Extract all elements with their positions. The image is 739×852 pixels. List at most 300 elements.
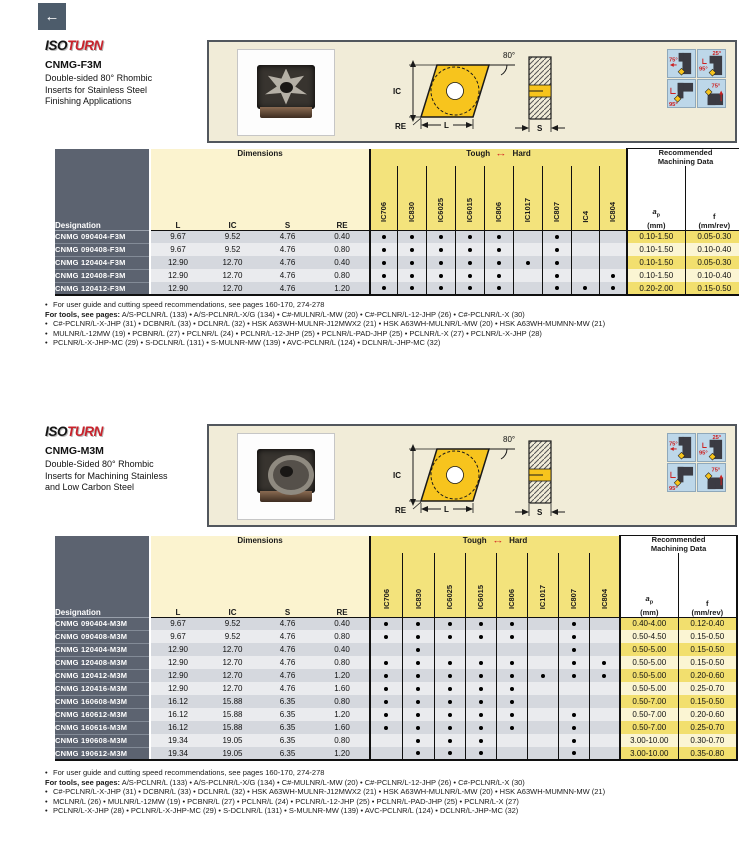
dimension-cell: 16.12 [150,695,205,708]
grade-available-dot [555,235,559,239]
grade-column-header: IC6025 [426,166,455,230]
dimension-cell: 0.80 [315,734,370,747]
ap-cell: 0.10-1.50 [627,243,685,256]
dimensions-group-header: Dimensions [150,536,370,554]
ap-cell: 0.50-4.50 [620,630,678,643]
feed-cell: 0.35-0.80 [678,747,737,760]
grade-cell [402,695,434,708]
grade-cell [589,695,620,708]
grade-cell [513,269,542,282]
dimension-cell: 4.76 [260,282,315,295]
grade-cell [434,617,465,630]
grade-cell [527,747,558,760]
footnote-line: • For user guide and cutting speed recommendations, see pages 160-170, 274-278 [45,768,325,777]
table-row [55,747,737,760]
grade-available-dot [439,274,443,278]
grade-cell [589,643,620,656]
grade-cell [589,734,620,747]
feed-cell: 0.15-0.50 [678,643,737,656]
dimension-cell: 12.90 [150,643,205,656]
footnotes [45,768,735,816]
feed-cell: 0.12-0.40 [678,617,737,630]
grade-available-dot [384,622,388,626]
grade-available-dot [572,739,576,743]
grade-cell [455,282,484,295]
machining-data-group-header: Recommended Machining Data [620,536,737,554]
ic-label: IC [393,471,401,480]
feed-cell: 0.05-0.30 [685,230,739,243]
grade-cell [434,708,465,721]
grade-available-dot [448,726,452,730]
grade-cell [465,643,496,656]
grade-cell [558,643,589,656]
product-image-panel [207,424,737,527]
table-row [55,734,737,747]
grade-available-dot [384,687,388,691]
footnote-line: • MULNR/L-12MW (19) • PCBNR/L (27) • PCLNR/L (24) • PCLNR/L-12-JHP (25) • PCLNR/L-PAD-JHP (25) • PCLNR/L-X (27) • PCLNR/L-X-JHP (28) [45,328,542,338]
grade-cell [402,669,434,682]
insert-photo [237,433,335,520]
designation-cell: CNMG 120408-F3M [55,269,150,282]
grade-cell [370,269,397,282]
re-label: RE [395,122,407,131]
grade-available-dot [479,622,483,626]
dimension-cell: 0.80 [315,695,370,708]
grade-cell [370,230,397,243]
dimension-cell: 4.76 [260,256,315,269]
dimension-cell: 0.40 [315,230,370,243]
feed-cell: 0.10-0.40 [685,269,739,282]
dimension-cell: 15.88 [205,708,260,721]
dimension-cell: 9.67 [150,630,205,643]
dimension-column-header: IC [205,166,260,230]
grade-cell [434,643,465,656]
ap-cell: 0.50-7.00 [620,695,678,708]
dimensions-group-header: Dimensions [150,149,370,167]
grade-cell [558,708,589,721]
ap-cell: 0.50-5.00 [620,643,678,656]
grade-cell [527,734,558,747]
table-row [55,656,737,669]
dimension-cell: 19.34 [150,747,205,760]
spec-table [55,148,739,296]
grade-available-dot [602,674,606,678]
dimension-cell: 6.35 [260,721,315,734]
dimension-cell: 9.52 [205,617,260,630]
grade-cell [370,734,402,747]
bullet-icon: • [45,806,48,816]
dimension-cell: 9.67 [150,243,205,256]
grade-cell [434,695,465,708]
grade-cell [370,282,397,295]
designation-cell: CNMG 090404-F3M [55,230,150,243]
application-diagram [697,433,726,462]
grade-column-header: IC6025 [434,553,465,617]
grade-available-dot [416,713,420,717]
dimension-cell: 6.35 [260,695,315,708]
grade-cell [465,617,496,630]
grade-available-dot [479,635,483,639]
grade-cell [455,256,484,269]
grade-available-dot [510,674,514,678]
dimension-column-header: L [150,553,205,617]
insert-photo [237,49,335,136]
dimension-cell: 19.05 [205,747,260,760]
grade-available-dot [510,713,514,717]
grade-cell [402,747,434,760]
dimension-cell: 1.20 [315,669,370,682]
grade-cell [402,643,434,656]
grade-cell [599,230,627,243]
feed-column-header: f (mm/rev) [678,553,737,617]
grade-cell [455,243,484,256]
product-description: Double-sided 80° Rhombic Inserts for Stainless Steel Finishing Applications [45,73,153,106]
feed-cell: 0.15-0.50 [678,630,737,643]
dimension-column-header: RE [315,166,370,230]
spec-table-container [55,535,738,761]
angle-label: 25° [712,50,722,57]
designation-cell: CNMG 090408-F3M [55,243,150,256]
ic-label: IC [393,87,401,96]
grade-cell [465,734,496,747]
grade-cell [370,256,397,269]
dimension-cell: 12.70 [205,656,260,669]
grade-available-dot [416,687,420,691]
designation-cell: CNMG 190608-M3M [55,734,150,747]
grade-available-dot [416,622,420,626]
grade-available-dot [382,235,386,239]
grade-available-dot [410,286,414,290]
tough-hard-header: Tough ↔ Hard [370,536,620,554]
grade-available-dot [555,286,559,290]
dimension-cell: 1.60 [315,721,370,734]
grade-cell [370,643,402,656]
table-row [55,669,737,682]
grade-cell [402,708,434,721]
grade-cell [496,617,527,630]
grade-column-header: IC806 [496,553,527,617]
spec-table [55,535,738,761]
dimension-cell: 0.80 [315,243,370,256]
grade-cell [527,695,558,708]
feed-cell: 0.25-0.70 [678,682,737,695]
grade-cell [496,630,527,643]
grade-available-dot [416,648,420,652]
bullet-icon: • [45,319,48,329]
grade-available-dot [384,674,388,678]
dimension-cell: 12.70 [205,282,260,295]
table-row [55,617,737,630]
grade-available-dot [468,261,472,265]
grade-cell [527,682,558,695]
grade-cell [402,734,434,747]
grade-cell [571,230,599,243]
grade-column-header: IC807 [558,553,589,617]
dimension-cell: 12.90 [150,282,205,295]
grade-available-dot [410,248,414,252]
back-button[interactable] [38,3,66,30]
grade-available-dot [448,739,452,743]
grade-cell [426,230,455,243]
grade-cell [426,256,455,269]
dimension-cell: 12.70 [205,669,260,682]
table-row [55,721,737,734]
grade-available-dot [382,274,386,278]
table-row [55,282,739,295]
spec-table-container [55,148,739,296]
grade-available-dot [384,661,388,665]
ap-cell: 0.50-5.00 [620,656,678,669]
grade-cell [496,643,527,656]
grade-column-header: IC1017 [513,166,542,230]
grade-cell [402,630,434,643]
grade-cell [599,282,627,295]
angle-label: 95° [698,66,708,73]
grade-cell [402,682,434,695]
grade-available-dot [448,751,452,755]
grade-cell [571,269,599,282]
grade-available-dot [448,713,452,717]
grade-available-dot [497,248,501,252]
bullet-icon: • [45,300,48,309]
grade-column-header: IC6015 [465,553,496,617]
grade-cell [599,256,627,269]
grade-cell [589,721,620,734]
grade-cell [465,656,496,669]
dimension-column-header: S [260,553,315,617]
grade-available-dot [479,751,483,755]
grade-available-dot [611,286,615,290]
feed-cell: 0.05-0.30 [685,256,739,269]
dimension-column-header: RE [315,553,370,617]
designation-cell: CNMG 160608-M3M [55,695,150,708]
feed-column-header: f (mm/rev) [685,166,739,230]
grade-available-dot [468,235,472,239]
grade-cell [496,656,527,669]
footnote-line: • PCLNR/L-X-JHP-MC (29) • S-DCLNR/L (131) • S-MULNR-MW (139) • AVC-PCLNR/L (124) • DCLNR/L-JHP-MC (32) [45,338,441,348]
grade-available-dot [479,726,483,730]
grade-cell [513,243,542,256]
grade-cell [558,747,589,760]
dimension-cell: 0.80 [315,269,370,282]
grade-column-header: IC706 [370,553,402,617]
table-row [55,269,739,282]
application-diagram [697,463,726,492]
grade-available-dot [384,726,388,730]
grade-cell [571,243,599,256]
ap-cell: 0.10-1.50 [627,269,685,282]
footnote-line: • C#-PCLNR/L-X-JHP (31) • DCBNR/L (33) • DCLNR/L (32) • HSK A63WH-MULNR-J12MWX2 (21) • HSK A63WH-MULNR/L-MW (20) • HSK A63WH-MUMNN-MW (21) [45,319,606,329]
product-title: CNMG-F3M [45,59,102,71]
grade-available-dot [602,661,606,665]
angle-label: 75° [711,83,721,90]
grade-cell [527,630,558,643]
dimension-cell: 1.20 [315,747,370,760]
grade-cell [434,734,465,747]
angle-label: 75° [668,57,678,64]
ap-cell: 3.00-10.00 [620,747,678,760]
grade-cell [496,747,527,760]
bullet-icon: • [45,338,48,348]
ap-cell: 0.10-1.50 [627,230,685,243]
grade-cell [558,617,589,630]
designation-cell: CNMG 120404-F3M [55,256,150,269]
application-diagrams [667,49,727,109]
ap-cell: 0.50-5.00 [620,682,678,695]
dimension-cell: 16.12 [150,708,205,721]
table-row [55,230,739,243]
grade-available-dot [555,248,559,252]
grade-column-header: IC807 [542,166,571,230]
machining-data-group-header: Recommended Machining Data [627,149,739,167]
grade-available-dot [583,286,587,290]
grade-available-dot [555,261,559,265]
grade-cell [434,630,465,643]
bullet-icon: • [45,796,48,806]
application-diagram [667,433,696,462]
grade-cell [397,282,426,295]
tough-hard-arrow-icon: ↔ [495,148,508,158]
dimension-column-header: S [260,166,315,230]
feed-cell: 0.15-0.50 [678,656,737,669]
grade-cell [484,243,513,256]
grade-column-header: IC830 [402,553,434,617]
grade-available-dot [468,274,472,278]
grade-available-dot [497,235,501,239]
dimension-cell: 4.76 [260,656,315,669]
grade-available-dot [382,248,386,252]
grade-cell [496,682,527,695]
grade-available-dot [611,274,615,278]
grade-cell [558,682,589,695]
dimension-cell: 4.76 [260,243,315,256]
grade-column-header: IC806 [484,166,513,230]
dimension-cell: 4.76 [260,630,315,643]
isoturn-logo: ISOTURN [45,424,103,439]
feed-cell: 0.20-0.60 [678,669,737,682]
grade-available-dot [572,648,576,652]
ap-cell: 0.40-4.00 [620,617,678,630]
grade-column-header: IC4 [571,166,599,230]
designation-column-header: Designation [55,149,150,231]
grade-available-dot [439,235,443,239]
grade-available-dot [448,635,452,639]
grade-available-dot [439,261,443,265]
grade-column-header: IC6015 [455,166,484,230]
feed-cell: 0.10-0.40 [685,243,739,256]
angle-label: 75° [668,441,678,448]
grade-cell [496,708,527,721]
dimension-cell: 4.76 [260,643,315,656]
grade-available-dot [479,687,483,691]
grade-available-dot [497,286,501,290]
grade-available-dot [448,661,452,665]
table-row [55,630,737,643]
product-image-panel [207,40,737,143]
ap-cell: 0.50-5.00 [620,669,678,682]
grade-cell [402,721,434,734]
grade-cell [370,747,402,760]
grade-cell [542,282,571,295]
l-label: L [444,505,449,514]
dimension-cell: 12.90 [150,656,205,669]
grade-available-dot [448,674,452,678]
dimension-cell: 1.20 [315,282,370,295]
grade-cell [589,630,620,643]
grade-cell [465,695,496,708]
grade-cell [558,734,589,747]
grade-cell [589,669,620,682]
grade-available-dot [448,622,452,626]
dimension-cell: 6.35 [260,734,315,747]
designation-cell: CNMG 160616-M3M [55,721,150,734]
back-arrow-icon: ← [44,8,60,25]
grade-cell [599,269,627,282]
grade-cell [513,230,542,243]
feed-cell: 0.30-0.70 [678,734,737,747]
dimension-cell: 1.20 [315,708,370,721]
dimension-cell: 16.12 [150,721,205,734]
dimension-cell: 4.76 [260,617,315,630]
grade-column-header: IC1017 [527,553,558,617]
dimension-cell: 0.40 [315,617,370,630]
insert-dimension-drawing [379,429,709,525]
grade-cell [527,617,558,630]
application-diagram [667,49,696,78]
grade-available-dot [572,622,576,626]
footnote-line: • For user guide and cutting speed recommendations, see pages 160-170, 274-278 [45,300,325,309]
designation-cell: CNMG 120412-F3M [55,282,150,295]
grade-cell [513,282,542,295]
grade-available-dot [497,261,501,265]
application-diagram [667,463,696,492]
designation-cell: CNMG 090408-M3M [55,630,150,643]
dimension-cell: 12.90 [150,682,205,695]
dimension-cell: 12.70 [205,643,260,656]
table-row [55,708,737,721]
grade-cell [434,747,465,760]
dimension-cell: 12.90 [150,269,205,282]
footnote-line: For tools, see pages: A/S-PCLNR/L (133) • A/S-PCLNR/L-X/G (134) • C#-MULNR/L-MW (20) • C#-PCLNR/L-12-JHP (26) • C#-PCLNR/L-X (30) [45,777,525,787]
table-row [55,643,737,656]
grade-column-header: IC804 [599,166,627,230]
grade-available-dot [468,286,472,290]
grade-cell [527,669,558,682]
designation-cell: CNMG 120416-M3M [55,682,150,695]
grade-cell [589,747,620,760]
footnote-line: For tools, see pages: A/S-PCLNR/L (133) • A/S-PCLNR/L-X/G (134) • C#-MULNR/L-MW (20) • C#-PCLNR/L-12-JHP (26) • C#-PCLNR/L-X (30) [45,309,525,319]
grade-cell [434,656,465,669]
grade-cell [558,656,589,669]
ap-cell: 0.20-2.00 [627,282,685,295]
dimension-cell: 12.70 [205,682,260,695]
dimension-cell: 19.05 [205,734,260,747]
grade-cell [465,669,496,682]
grade-available-dot [497,274,501,278]
grade-available-dot [410,235,414,239]
ap-cell: 3.00-10.00 [620,734,678,747]
grade-available-dot [572,635,576,639]
grade-available-dot [479,661,483,665]
grade-cell [496,695,527,708]
grade-cell [558,721,589,734]
grade-available-dot [510,726,514,730]
angle-label: 95° [668,486,678,492]
grade-available-dot [526,261,530,265]
grade-available-dot [510,661,514,665]
grade-cell [370,721,402,734]
dimension-cell: 4.76 [260,682,315,695]
